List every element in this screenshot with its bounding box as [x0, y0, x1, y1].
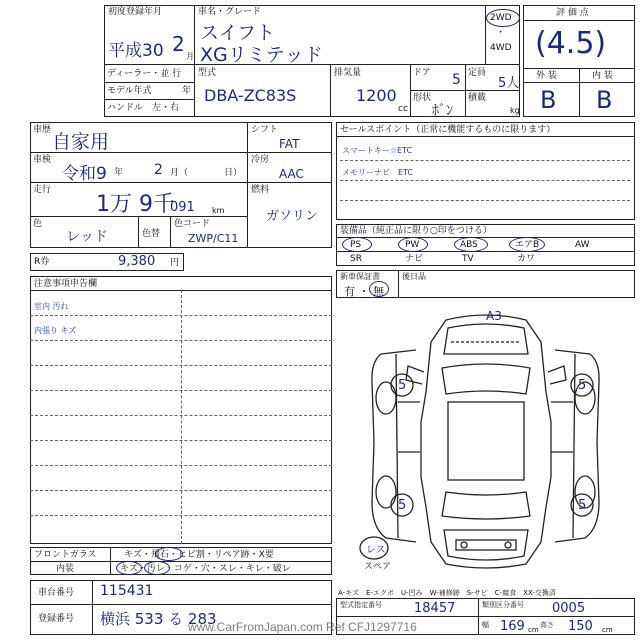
int-grade: B: [596, 86, 613, 114]
notes-label: 注意事項申告欄: [34, 279, 98, 289]
int-label: 内 装: [592, 71, 613, 81]
watermark: www.CarFromJapan.com Ref CFJ1297716: [188, 620, 417, 634]
mileage-label: 走行: [33, 185, 52, 195]
damage-legend: A-キズ E-エクボ U-凹み W-補修跡 S-サビ C-腐食 XX-交換済: [338, 589, 556, 597]
color-change-label: 色替: [142, 229, 161, 239]
equip-ps-circle: [342, 237, 372, 252]
inspection-year-unit: 年: [114, 168, 124, 178]
first-reg-era: 平成30: [108, 41, 164, 61]
reg-value: 横浜 533 る 283: [100, 610, 217, 628]
equip-leather: カワ: [517, 254, 536, 264]
interior-label: 内装: [56, 564, 75, 574]
load-label: 積載: [468, 93, 487, 103]
tire-front-right: 5: [578, 378, 587, 393]
drive-2wd: 2WD: [490, 13, 512, 23]
inspection-month: 2: [154, 162, 163, 178]
usage-label: 車歴: [33, 125, 52, 135]
month-unit: 月: [186, 52, 194, 61]
color-code-label: 色コード: [174, 219, 211, 229]
fuel-value: ガソリン: [266, 209, 319, 224]
eval-score: (4.5): [535, 26, 607, 61]
shift-value: FAT: [279, 137, 300, 151]
warranty-none-circle: [369, 281, 389, 297]
car-name: スイフト: [200, 22, 276, 44]
class-label: 類別区分番号: [482, 601, 524, 609]
color-label: 色: [33, 219, 43, 229]
notes-line-1: 室内 汚れ: [34, 302, 69, 311]
back-label: 後日品: [402, 272, 426, 281]
recycle-value: 9,380: [118, 254, 156, 269]
height-value: 150: [568, 619, 593, 634]
spare-circle-text: レス: [366, 545, 386, 556]
inspection-year: 令和9: [62, 164, 107, 184]
interior-dirt-circle: [144, 561, 170, 575]
shift-label: シフト: [251, 125, 279, 135]
interior-scratch-circle: [116, 561, 142, 575]
displacement-label: 排気量: [334, 68, 362, 78]
width-label: 幅: [482, 621, 489, 629]
car-name-label: 車名・グレード: [198, 7, 262, 17]
equip-navi: ナビ: [405, 254, 424, 264]
sales-line-2: メモリーナビ ETC: [342, 168, 414, 177]
class-value: 0005: [552, 601, 586, 616]
shape-value: ﾎﾞﾝ: [432, 103, 453, 119]
equip-label: 装備品（純正品に限り○印をつける）: [340, 226, 492, 236]
equip-abs: ABS: [460, 240, 478, 250]
tire-rear-right: 5: [578, 498, 587, 513]
fuel-label: 燃料: [251, 185, 270, 195]
equip-tv: TV: [462, 254, 474, 264]
spec-label: 型式指定番号: [340, 601, 382, 609]
model-year-label: モデル年式: [107, 86, 152, 96]
ac-value: AAC: [279, 167, 304, 181]
notes-line-2: 内張り キズ: [34, 326, 77, 335]
windshield-label: フロントガラス: [34, 550, 97, 560]
windshield-chip-circle: [155, 547, 183, 561]
equip-pw: PW: [405, 240, 420, 250]
first-reg-month: 2: [172, 32, 185, 56]
type-value: DBA-ZC83S: [204, 86, 297, 105]
eval-label: 評 価 点: [556, 8, 589, 18]
mark-a3: A3: [486, 309, 502, 323]
inspection-day-unit: 日）: [224, 168, 243, 178]
chassis-value: 115431: [100, 583, 154, 599]
warranty-value: 有 ・ 無: [344, 285, 384, 298]
tire-rear-left: 5: [398, 498, 407, 513]
type-label: 型式: [198, 68, 217, 78]
equip-aw: AW: [575, 240, 590, 250]
shape-label: 形状: [413, 93, 432, 103]
chassis-label: 車台番号: [38, 588, 75, 598]
capacity-label: 定員: [468, 68, 487, 78]
drive-4wd: 4WD: [490, 43, 512, 53]
color-code-value: ZWP/C11: [188, 232, 239, 245]
km-unit: km: [212, 206, 225, 215]
reg-label: 登録番号: [38, 614, 75, 624]
spare-label: スペア: [364, 562, 392, 572]
windshield-items: キズ・飛石・ヒビ割・リペア跡・X要: [124, 550, 274, 560]
displacement-value: 1200: [356, 86, 397, 105]
year-unit: 年: [182, 86, 192, 96]
ext-grade: B: [540, 86, 557, 114]
recycle-box: [30, 253, 184, 271]
inspection-month-unit: 月（: [170, 168, 189, 178]
width-value: 169: [500, 619, 525, 634]
width-unit: cm: [528, 626, 539, 634]
color-value: レッド: [66, 229, 108, 245]
cc-unit: cc: [398, 104, 408, 114]
handle-label: ハンドル 左・右: [107, 103, 180, 113]
interior-items: キズ・汚レ・コゲ・穴・スレ・キレ・破レ: [120, 564, 291, 574]
sales-label: セールスポイント（正常に機能するものに限ります）: [340, 125, 556, 135]
equip-ps: PS: [350, 240, 362, 250]
usage-value: 自家用: [52, 131, 110, 153]
height-unit: cm: [602, 626, 613, 634]
first-reg-label: 初度登録年月: [108, 7, 163, 17]
capacity-value: 5人: [498, 76, 520, 91]
tire-front-left: 5: [398, 378, 407, 393]
recycle-label: R券: [34, 257, 50, 267]
door-value: 5: [452, 72, 461, 88]
equip-pw-circle: [398, 237, 428, 252]
equip-airbag: エアB: [515, 240, 540, 250]
mileage-sub: 091: [170, 200, 195, 215]
door-label: ドア: [413, 68, 431, 78]
sales-line-1: スマートキー☆ETC: [342, 146, 413, 155]
height-label: 高さ: [540, 621, 554, 629]
inspection-label: 車検: [33, 155, 52, 165]
car-grade: XGリミテッド: [200, 44, 323, 66]
equip-airbag-circle: [509, 237, 545, 252]
kg-unit: kg: [510, 106, 520, 115]
mileage-value: 1万 9千: [96, 192, 175, 217]
ext-label: 外 装: [536, 71, 557, 81]
dealer-label: ディーラー・並 行: [107, 69, 182, 79]
equip-sr: SR: [350, 254, 362, 264]
ac-label: 冷房: [251, 155, 270, 165]
yen-unit: 円: [170, 258, 180, 268]
equip-abs-circle: [454, 237, 488, 252]
warranty-label: 新車保証書: [340, 272, 380, 281]
drive-sep: ・: [496, 28, 506, 38]
spec-value: 18457: [414, 601, 456, 616]
